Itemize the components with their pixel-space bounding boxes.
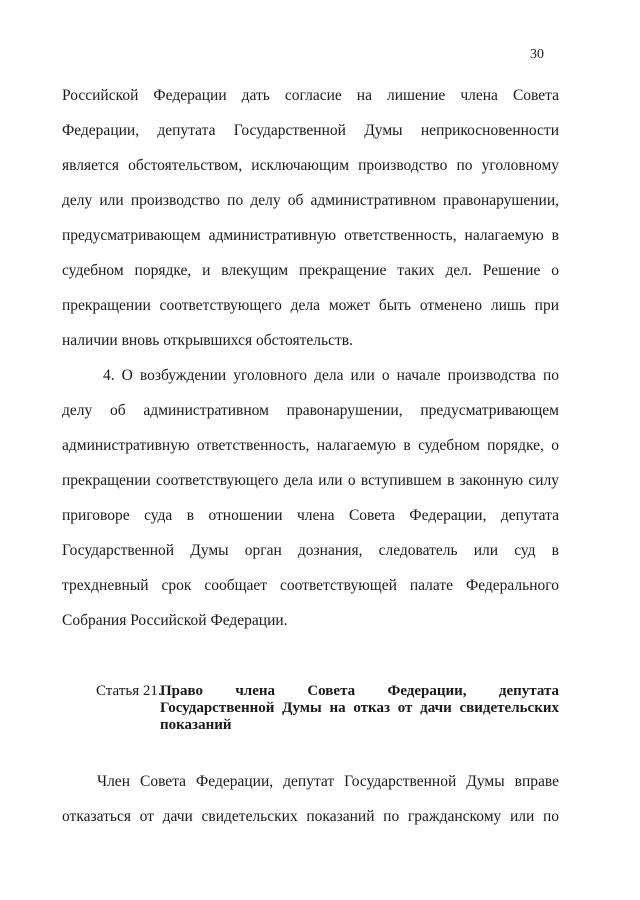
article-title-line: Государственной Думы на отказ от дачи свидетельских — [160, 700, 559, 716]
text-line: является обстоятельством, исключающим производство по уголовному — [62, 157, 559, 174]
text-line: прекращении соответствующего дела может быть отменено лишь при — [62, 297, 559, 314]
text-line: приговоре суда в отношении члена Совета Федерации, депутата — [62, 507, 559, 524]
text-line: наличии вновь открывшихся обстоятельств. — [62, 332, 353, 349]
text-line: Собрания Российской Федерации. — [62, 612, 288, 629]
text-line: Российской Федерации дать согласие на лишение члена Совета — [62, 87, 559, 104]
text-line: судебном порядке, и влекущим прекращение таких дел. Решение о — [62, 262, 559, 279]
text-line: административную ответственность, налагаемую в судебном порядке, о — [62, 437, 559, 454]
text-line: предусматривающем административную ответственность, налагаемую в — [62, 227, 559, 244]
text-line: отказаться от дачи свидетельских показаний по гражданскому или по — [62, 808, 559, 825]
article-title-line: показаний — [160, 717, 232, 733]
article-title — [160, 683, 559, 734]
text-line: прекращении соответствующего дела или о вступившем в законную силу — [62, 472, 559, 489]
page-number: 30 — [530, 47, 544, 62]
text-line: делу или производство по делу об административном правонарушении, — [62, 192, 559, 209]
text-line: 4. О возбуждении уголовного дела или о начале производства по — [103, 367, 559, 384]
article-title-line: Право члена Совета Федерации, депутата — [160, 683, 559, 699]
text-line: трехдневный срок сообщает соответствующей палате Федерального — [62, 577, 559, 594]
text-line: Федерации, депутата Государственной Думы неприкосновенности — [62, 122, 559, 139]
article-number: Статья 21. — [96, 683, 162, 699]
text-line: Государственной Думы орган дознания, следователь или суд в — [62, 542, 559, 559]
text-line: делу об административном правонарушении, предусматривающем — [62, 402, 559, 419]
text-line: Член Совета Федерации, депутат Государственной Думы вправе — [97, 773, 559, 790]
